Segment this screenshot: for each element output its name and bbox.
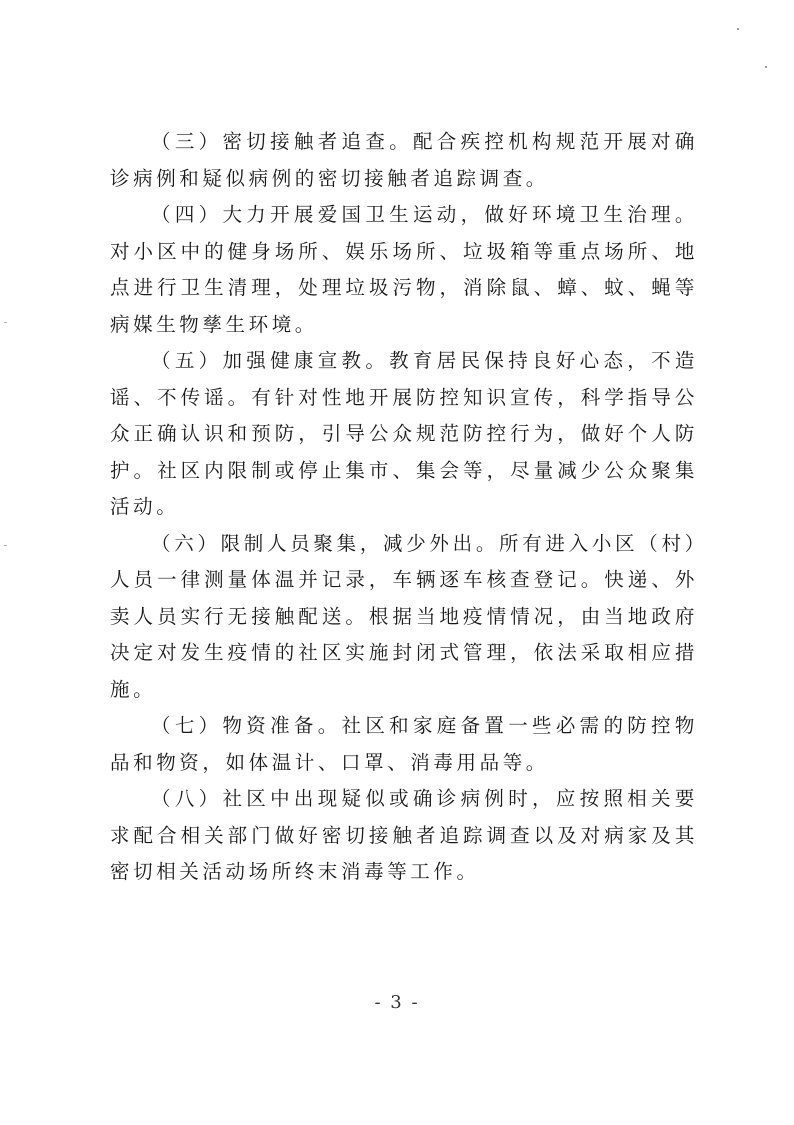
paragraph-health-education: （五）加强健康宣教。教育居民保持良好心态，不造谣、不传谣。有针对性地开展防控知识宣传，科学指导公众正确认识和预防，引导公众规范防控行为，做好个人防护。社区内限制或停止集市、集会等，尽量减少公众聚集活动。 xyxy=(110,349,698,518)
page-number: - 3 - xyxy=(374,992,420,1013)
scan-speck xyxy=(765,66,767,68)
scan-edge-mark xyxy=(4,545,7,546)
scan-speck xyxy=(737,28,739,30)
paragraph-supplies-preparation: （七）物资准备。社区和家庭备置一些必需的防控物品和物资，如体温计、口罩、消毒用品等。 xyxy=(110,714,698,774)
paragraph-patriotic-health-campaign: （四）大力开展爱国卫生运动，做好环境卫生治理。对小区中的健身场所、娱乐场所、垃圾箱等重点场所、地点进行卫生清理，处理垃圾污物，消除鼠、蟑、蚊、蝇等病媒生物孳生环境。 xyxy=(110,203,698,336)
document-body xyxy=(110,124,698,891)
paragraph-close-contact-tracing: （三）密切接触者追查。配合疾控机构规范开展对确诊病例和疑似病例的密切接触者追踪调查。 xyxy=(110,130,698,190)
scan-edge-mark xyxy=(4,322,7,323)
paragraph-restrict-gatherings: （六）限制人员聚集，减少外出。所有进入小区（村）人员一律测量体温并记录，车辆逐车核查登记。快递、外卖人员实行无接触配送。根据当地疫情情况，由当地政府决定对发生疫情的社区实施封闭式管理，依法采取相应措施。 xyxy=(110,531,698,701)
paragraph-case-response: （八）社区中出现疑似或确诊病例时，应按照相关要求配合相关部门做好密切接触者追踪调查以及对病家及其密切相关活动场所终末消毒等工作。 xyxy=(110,787,698,883)
